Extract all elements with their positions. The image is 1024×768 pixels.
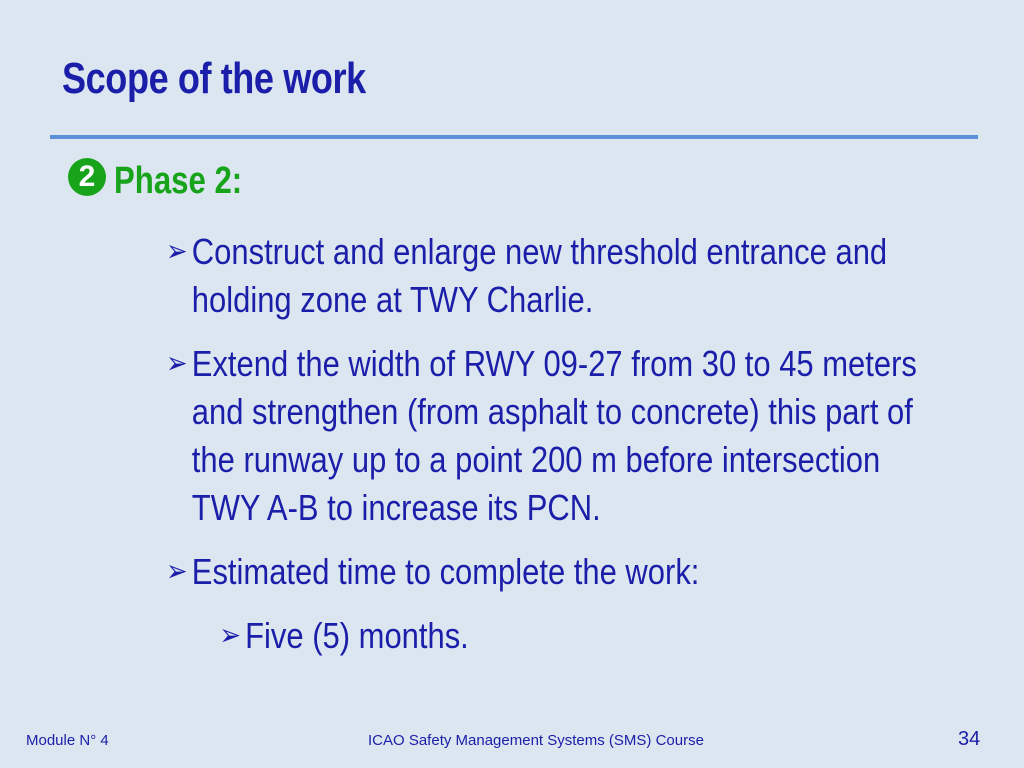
arrow-bullet-icon: ➢ (219, 619, 241, 652)
sub-bullet-item (219, 612, 922, 660)
numbered-circle-icon: 2 (68, 158, 106, 196)
sub-bullet-text: Five (5) months. (245, 615, 469, 656)
page-number: 34 (958, 728, 981, 750)
bullet-text: Construct and enlarge new threshold entrance and holding zone at TWY Charlie. (191, 231, 888, 320)
bullet-item (166, 548, 923, 596)
arrow-bullet-icon: ➢ (166, 555, 188, 588)
arrow-bullet-icon: ➢ (166, 347, 188, 380)
title-divider (50, 135, 978, 139)
bullet-list (166, 228, 923, 676)
bullet-text: Extend the width of RWY 09-27 from 30 to 45 meters and strengthen (from asphalt to concrete) this part of the runway up to a point 200 m before intersection TWY A-B to increase its PCN. (191, 343, 917, 528)
slide-title: Scope of the work (62, 54, 366, 103)
bullet-text: Estimated time to complete the work: (191, 551, 700, 592)
bullet-item (166, 228, 923, 324)
phase-heading (68, 150, 270, 203)
arrow-bullet-icon: ➢ (166, 235, 188, 268)
footer-module: Module N° 4 (26, 732, 109, 749)
bullet-item (166, 340, 923, 532)
footer-course: ICAO Safety Management Systems (SMS) Course (368, 732, 704, 749)
phase-label: Phase 2: (114, 160, 243, 202)
